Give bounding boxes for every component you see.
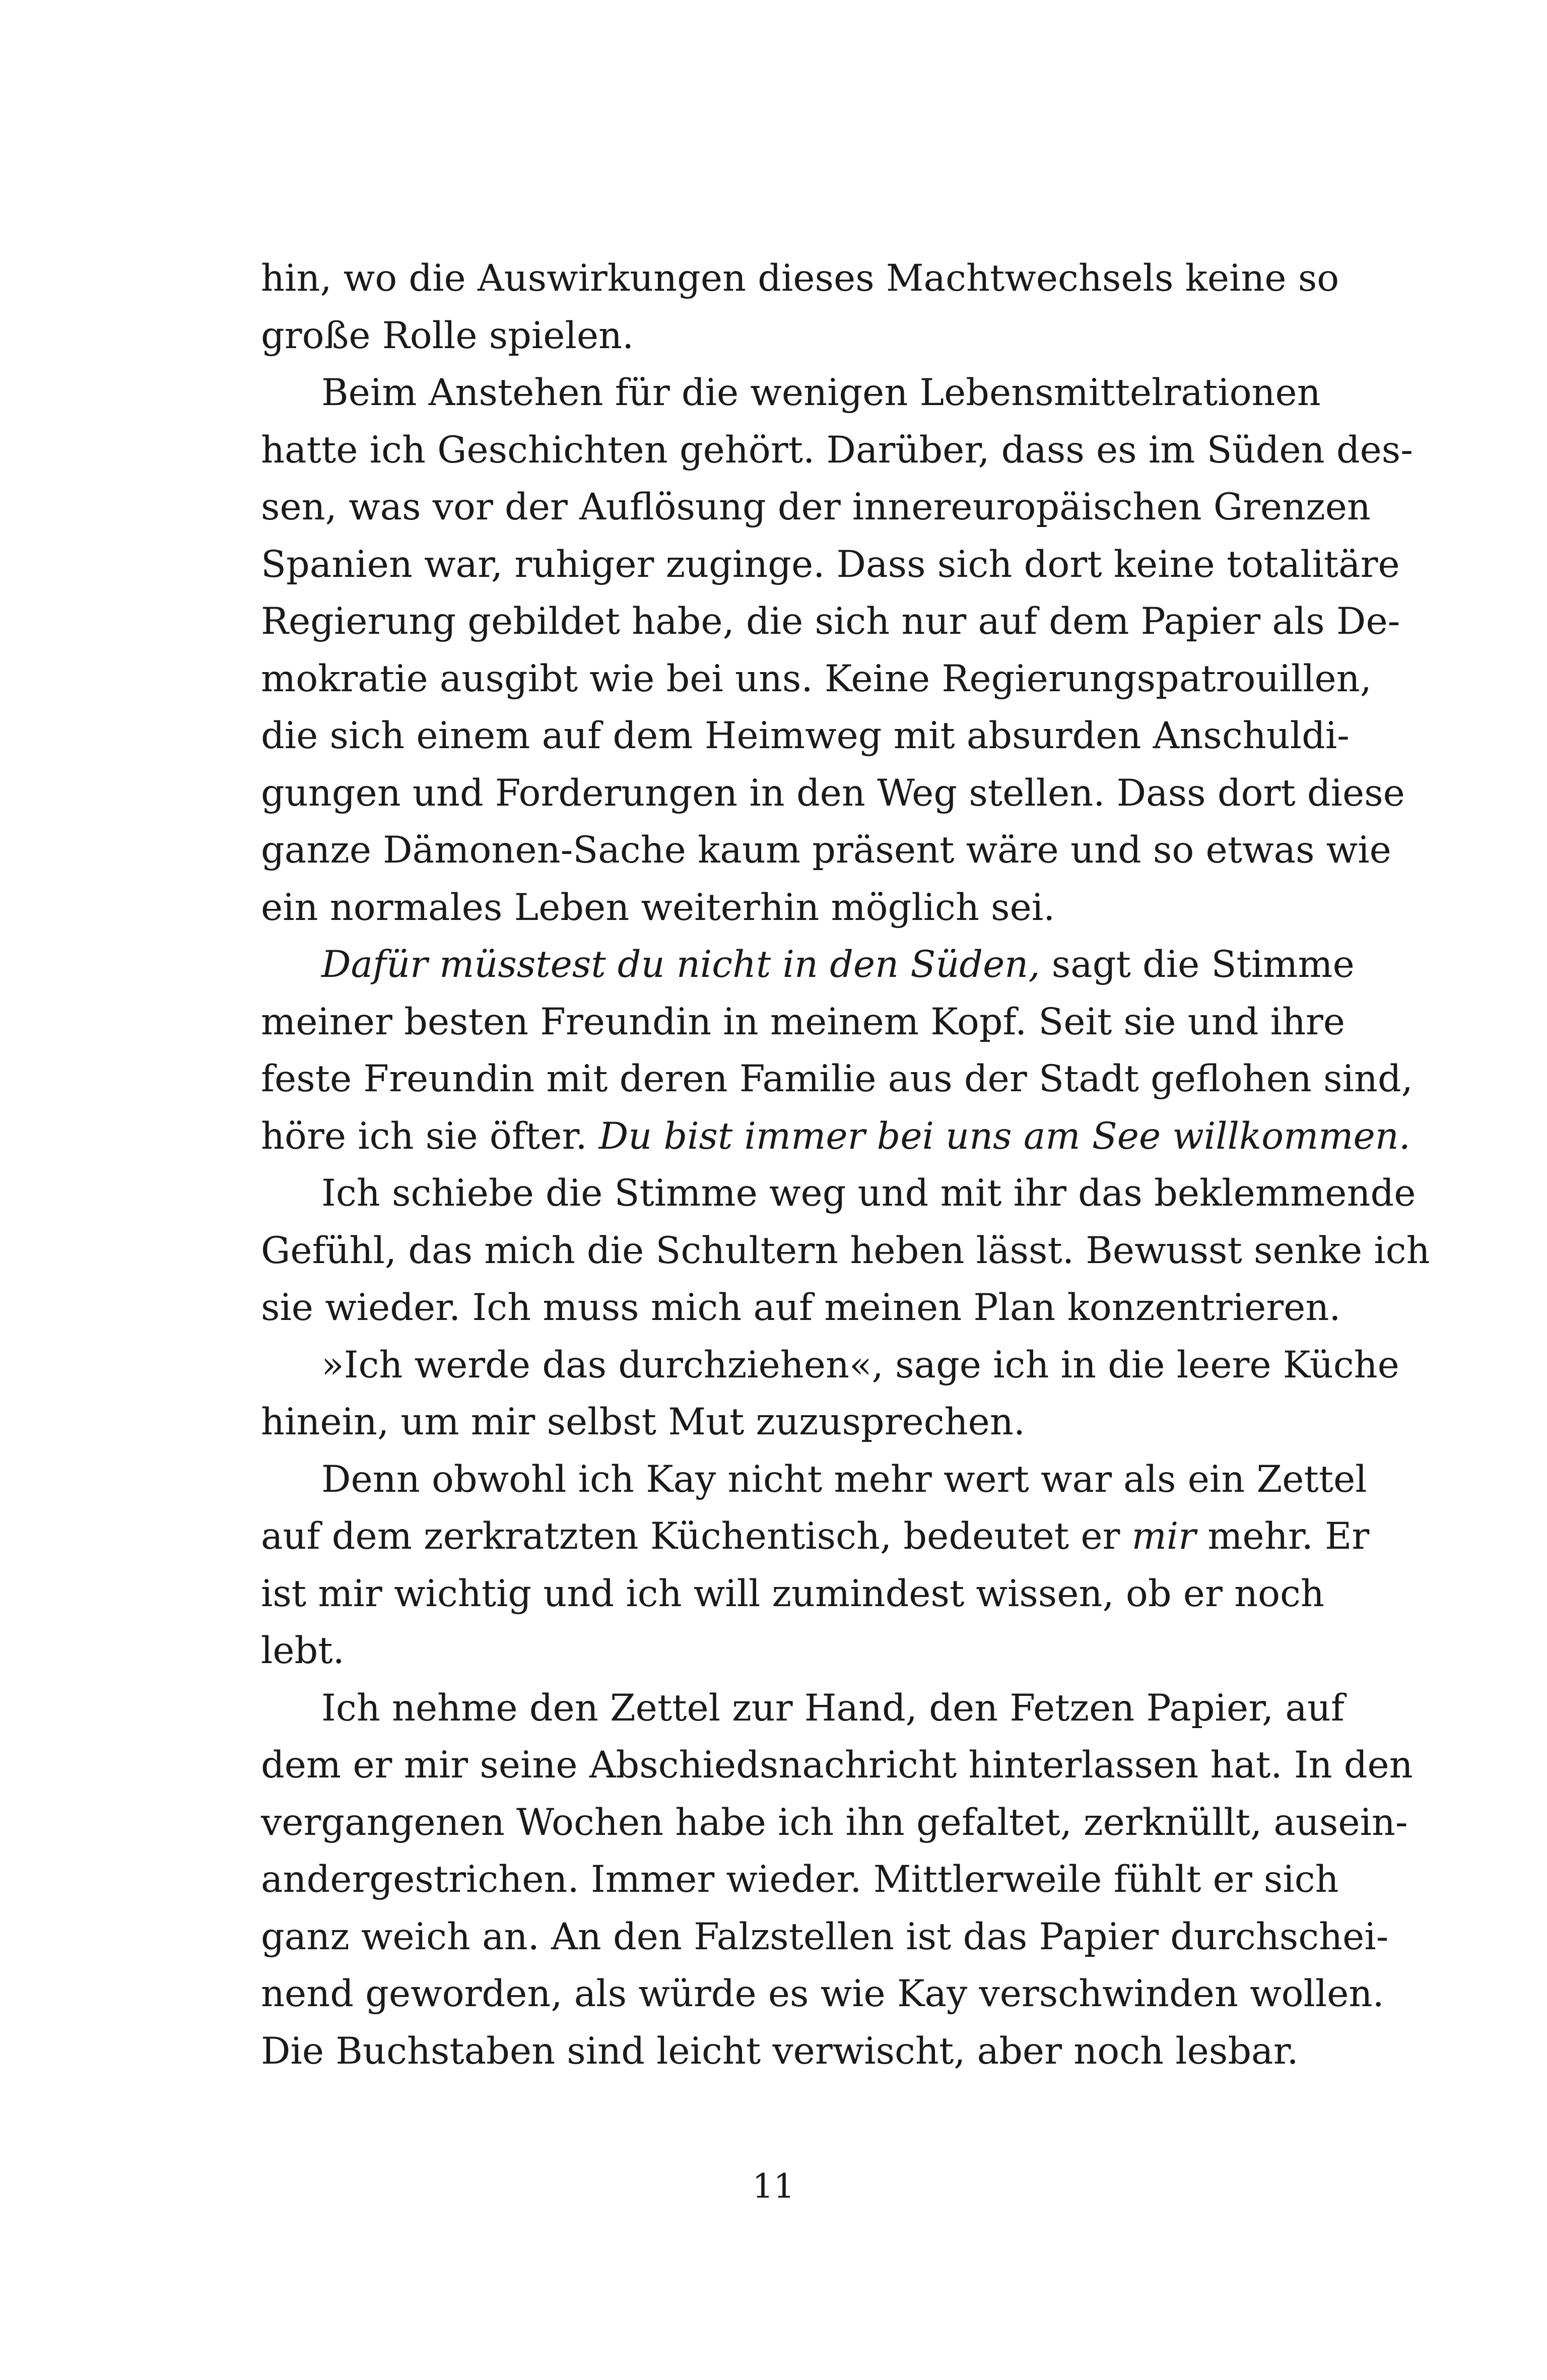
text-line: große Rolle spielen.: [261, 314, 634, 357]
text-line: lebt.: [261, 1629, 345, 1672]
text-line: sie wieder. Ich muss mich auf meinen Plan konzentrieren.: [261, 1286, 1341, 1329]
text-line: Ich nehme den Zettel zur Hand, den Fetzen Papier, auf: [321, 1686, 1344, 1730]
text-line: hatte ich Geschichten gehört. Darüber, dass es im Süden des-: [261, 428, 1413, 472]
text-line: Regierung gebildet habe, die sich nur auf dem Papier als De-: [261, 600, 1400, 643]
text-line: Beim Anstehen für die wenigen Lebensmittelrationen: [321, 371, 1321, 414]
text-line: mokratie ausgibt wie bei uns. Keine Regierungspatrouillen,: [261, 657, 1372, 700]
text-line: ganz weich an. An den Falzstellen ist das Papier durchschei-: [261, 1915, 1389, 1958]
text-line: ein normales Leben weiterhin möglich sei.: [261, 886, 1055, 929]
text-line: höre ich sie öfter. Du bist immer bei uns am See willkommen.: [261, 1114, 1410, 1158]
text-line: gungen und Forderungen in den Weg stellen. Dass dort diese: [261, 771, 1405, 815]
text-line: nend geworden, als würde es wie Kay verschwinden wollen.: [261, 1972, 1384, 2015]
text-line: Dafür müsstest du nicht in den Süden, sagt die Stimme: [321, 943, 1355, 986]
text-line: »Ich werde das durchziehen«, sage ich in die leere Küche: [321, 1343, 1399, 1386]
text-line: feste Freundin mit deren Familie aus der Stadt geflohen sind,: [261, 1057, 1413, 1100]
text-line: Denn obwohl ich Kay nicht mehr wert war als ein Zettel: [321, 1458, 1367, 1501]
text-line: vergangenen Wochen habe ich ihn gefaltet, zerknüllt, ausein-: [261, 1801, 1408, 1844]
text-line: ganze Dämonen-Sache kaum präsent wäre und so etwas wie: [261, 829, 1391, 872]
text-line: meiner besten Freundin in meinem Kopf. Seit sie und ihre: [261, 1000, 1346, 1043]
text-line: hin, wo die Auswirkungen dieses Machtwechsels keine so: [261, 257, 1339, 300]
text-line: ist mir wichtig und ich will zumindest wissen, ob er noch: [261, 1572, 1324, 1615]
text-line: Ich schiebe die Stimme weg und mit ihr das beklemmende: [321, 1172, 1416, 1215]
text-line: Gefühl, das mich die Schultern heben lässt. Bewusst senke ich: [261, 1229, 1430, 1272]
text-line: dem er mir seine Abschiedsnachricht hinterlassen hat. In den: [261, 1744, 1413, 1787]
text-line: Spanien war, ruhiger zuginge. Dass sich dort keine totalitäre: [261, 543, 1400, 586]
body-text: [261, 250, 1430, 2080]
text-line: die sich einem auf dem Heimweg mit absurden Anschuldi-: [261, 714, 1350, 757]
text-line: sen, was vor der Auflösung der innereuropäischen Grenzen: [261, 486, 1371, 528]
text-line: auf dem zerkratzten Küchentisch, bedeutet er mir mehr. Er: [261, 1515, 1370, 1558]
text-line: andergestrichen. Immer wieder. Mittlerweile fühlt er sich: [261, 1858, 1339, 1901]
page-number: 11: [752, 2167, 795, 2206]
text-line: Die Buchstaben sind leicht verwischt, aber noch lesbar.: [261, 2029, 1299, 2073]
text-line: hinein, um mir selbst Mut zuzusprechen.: [261, 1401, 1026, 1443]
